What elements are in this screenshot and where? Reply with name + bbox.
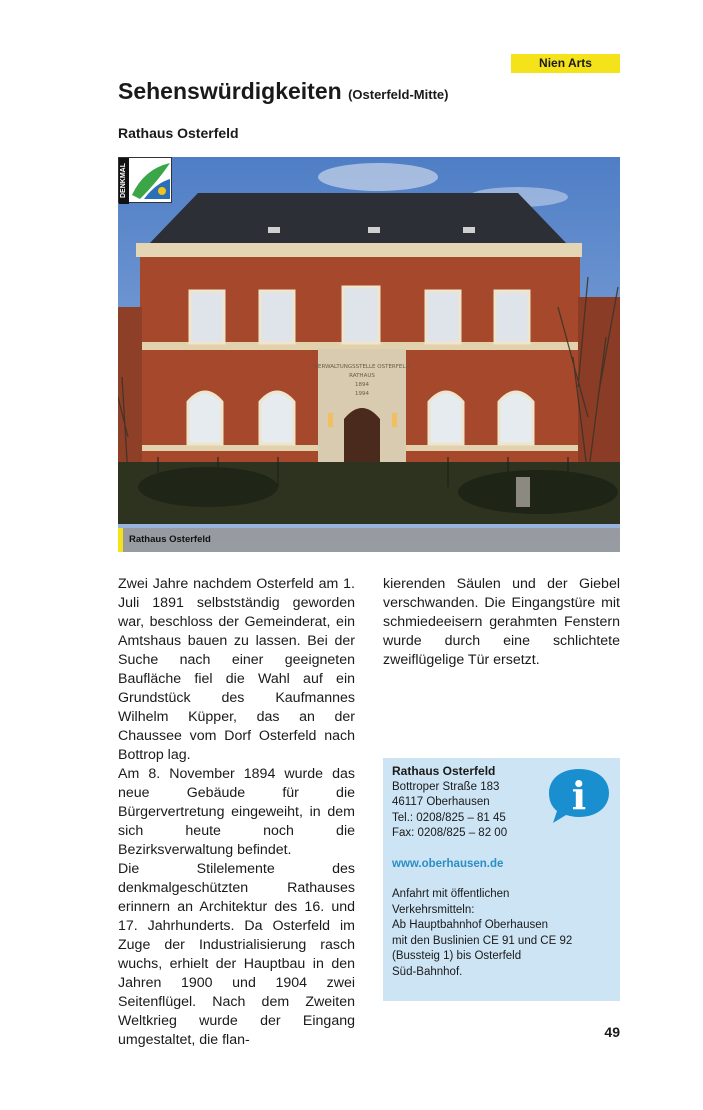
denkmal-logo-icon — [130, 159, 172, 203]
building-illustration — [118, 157, 620, 552]
info-icon — [547, 767, 611, 825]
facade-sign-4: 1994 — [355, 391, 369, 397]
transit-line-2: Verkehrsmitteln: — [392, 903, 475, 916]
info-fax: Fax: 0208/825 – 82 00 — [392, 827, 508, 839]
info-name: Rathaus Osterfeld — [392, 764, 496, 778]
page-number: 49 — [604, 1024, 620, 1040]
paragraph-4: kierenden Säulen und der Giebel verschwanden. Die Eingangstüre mit schmiedeeisern gerahmten Fenstern wurde durch eine schlichtete zweiflügelige Tür ersetzt. — [383, 576, 620, 668]
denkmal-badge — [118, 157, 172, 203]
info-city: 46117 Oberhausen — [392, 796, 490, 808]
facade-sign-1: VERWALTUNGSSTELLE OSTERFELD — [314, 364, 410, 370]
page-title — [118, 78, 448, 105]
photo-caption: Rathaus Osterfeld — [118, 528, 620, 552]
subheading: Rathaus Osterfeld — [118, 125, 239, 141]
paragraph-1: Zwei Jahre nachdem Osterfeld am 1. Juli 1891 selbstständig geworden war, beschloss der Gemeinderat, ein Amtshaus bauen zu lassen. Bei der Suche nach einer geeigneten Baufläche fiel die Wahl auf ein Grundstück des Kaufmannes Wilhelm Küpper, das an der Chaussee vom Dorf Osterfeld nach Bottrop lag. — [118, 576, 355, 763]
info-tel: Tel.: 0208/825 – 81 45 — [392, 811, 506, 824]
facade-sign-3: 1894 — [355, 382, 369, 388]
body-column-1 — [118, 575, 355, 1050]
paragraph-2: Am 8. November 1894 wurde das neue Gebäude für die Bürgervertretung eingeweiht, in dem sich heute noch die Bezirksverwaltung befindet. — [118, 766, 355, 858]
transit-line-4: mit den Buslinien CE 91 und CE 92 — [392, 934, 573, 947]
title-main: Sehenswürdigkeiten — [118, 78, 342, 104]
facade-sign-2: RATHAUS — [349, 373, 375, 379]
info-website-link[interactable]: www.oberhausen.de — [392, 857, 504, 870]
transit-line-6: Süd-Bahnhof. — [392, 965, 463, 978]
transit-line-3: Ab Hauptbahnhof Oberhausen — [392, 919, 549, 931]
denkmal-label: DENKMAL — [119, 158, 129, 204]
building-photo — [118, 157, 620, 552]
info-street: Bottroper Straße 183 — [392, 780, 500, 793]
transit-line-5: (Bussteig 1) bis Osterfeld — [392, 950, 522, 962]
paragraph-3: Die Stilelemente des denkmalgeschützten Rathauses erinnern an Architektur des 16. und 17. Jahrhunderts. Da Osterfeld im Zuge der Industrialisierung rasch wuchs, erhielt der Hauptbau in den Jahren 1900 und 1904 zwei Seitenflügel. Nach dem Zweiten Weltkrieg wurde der Eingang umgestaltet, die flan- — [118, 861, 355, 1048]
body-column-2 — [383, 575, 620, 670]
info-transit — [392, 887, 614, 980]
title-sub: (Osterfeld-Mitte) — [348, 87, 449, 102]
section-tag: Nien Arts — [511, 54, 620, 73]
info-box — [383, 758, 620, 1001]
info-icon-letter: i — [571, 773, 587, 818]
transit-line-1: Anfahrt mit öffentlichen — [392, 888, 510, 900]
